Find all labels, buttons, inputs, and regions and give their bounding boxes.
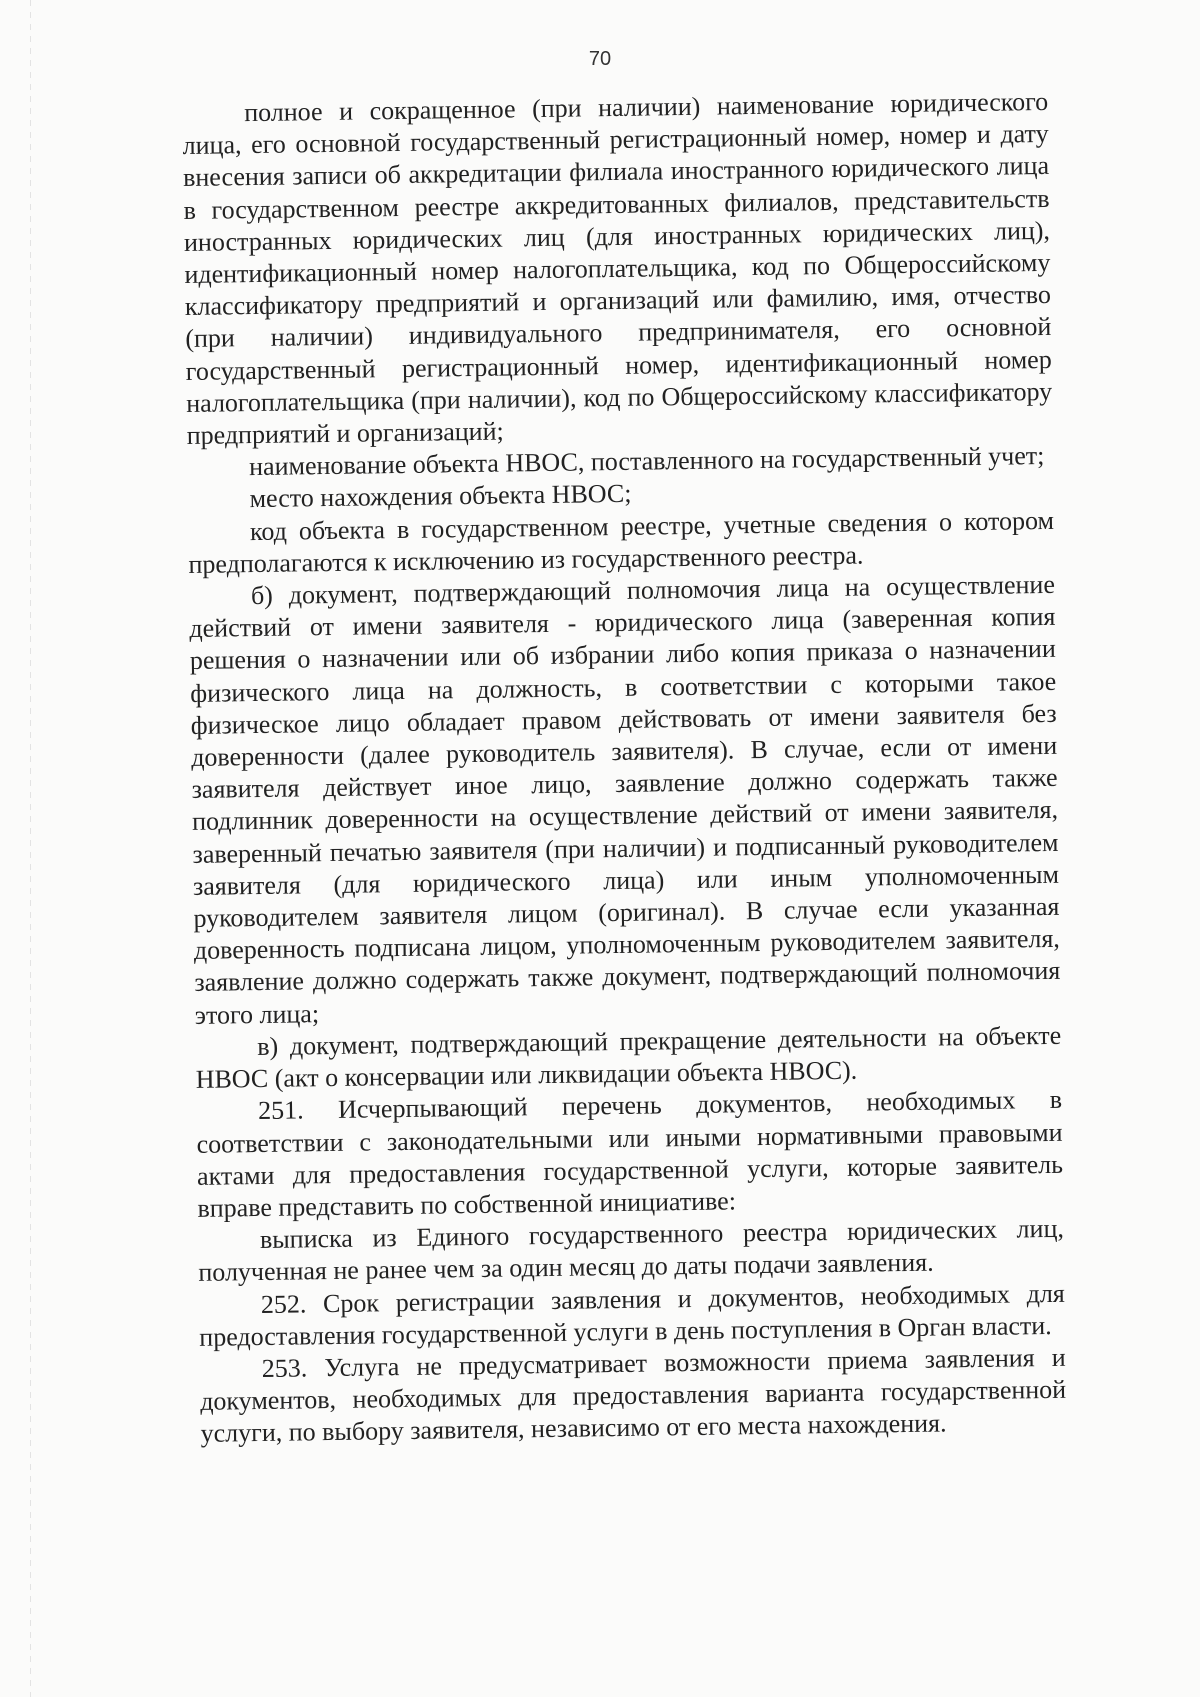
- paragraph-applicant-details: полное и сокращенное (при наличии) наименование юридического лица, его основной государственный регистрационный номер, номер и дату внесения записи об аккредитации филиала иностранного юридического лица в государственном реестре аккредитованных филиалов, представительств иностранных юридических лиц (для иностранных юридических лиц), идентификационный номер налогоплательщика, код по Общероссийскому классификатору предприятий и организаций или фамилию, имя, отчество (при наличии) индивидуального предпринимателя, его основной государственный регистрационный номер, идентификационный номер налогоплательщика (при наличии), код по Общероссийскому классификатору предприятий и организаций;: [182, 86, 1053, 450]
- document-body: [182, 86, 1067, 1450]
- paragraph-251: 251. Исчерпывающий перечень документов, необходимых в соответствии с законодательными или иными нормативными правовыми актами для предоставления государственной услуги, которые заявитель вправе представить по собственной инициативе:: [196, 1085, 1064, 1223]
- scan-edge-line: [30, 0, 31, 1697]
- page-number: 70: [588, 48, 612, 70]
- paragraph-authority-document: б) документ, подтверждающий полномочия лица на осуществление действий от имени заявителя - юридического лица (заверенная копия решения о назначении или об избрании либо копия приказа о назначении физического лица на должность, в соответствии с которыми такое физическое лицо обладает правом действовать от имени заявителя без доверенности (далее руководитель заявителя). В случае, если от имени заявителя действует иное лицо, заявление должно содержать также подлинник доверенности на осуществление действий от имени заявителя, заверенный печатью заявителя (при наличии) и подписанный руководителем заявителя (для юридического лица) или иным уполномоченным руководителем заявителя лицом (оригинал). В случае если указанная доверенность подписана лицом, уполномоченным руководителем заявителя, заявление должно содержать также документ, подтверждающий полномочия этого лица;: [189, 569, 1061, 1030]
- paragraph-253: 253. Услуга не предусматривает возможности приема заявления и документов, необходимых для предоставления варианта государственной услуги, по выбору заявителя, независимо от его места нахождения.: [199, 1342, 1067, 1449]
- paragraph-egrul-extract: выписка из Единого государственного реестра юридических лиц, полученная не ранее чем за один месяц до даты подачи заявления.: [198, 1213, 1065, 1288]
- paragraph-object-location: место нахождения объекта НВОС;: [249, 479, 632, 514]
- paragraph-object-name: наименование объекта НВОС, поставленного на государственный учет;: [248, 441, 1045, 482]
- paragraph-termination-document: в) документ, подтверждающий прекращение деятельности на объекте НВОС (акт о консервации или ликвидации объекта НВОС).: [195, 1020, 1062, 1094]
- paragraph-object-code: код объекта в государственном реестре, учетные сведения о котором предполагаются к исключению из государственного реестра.: [188, 505, 1055, 579]
- paragraph-252: 252. Срок регистрации заявления и документов, необходимых для предоставления государственной услуги в день поступления в Орган власти.: [199, 1278, 1065, 1352]
